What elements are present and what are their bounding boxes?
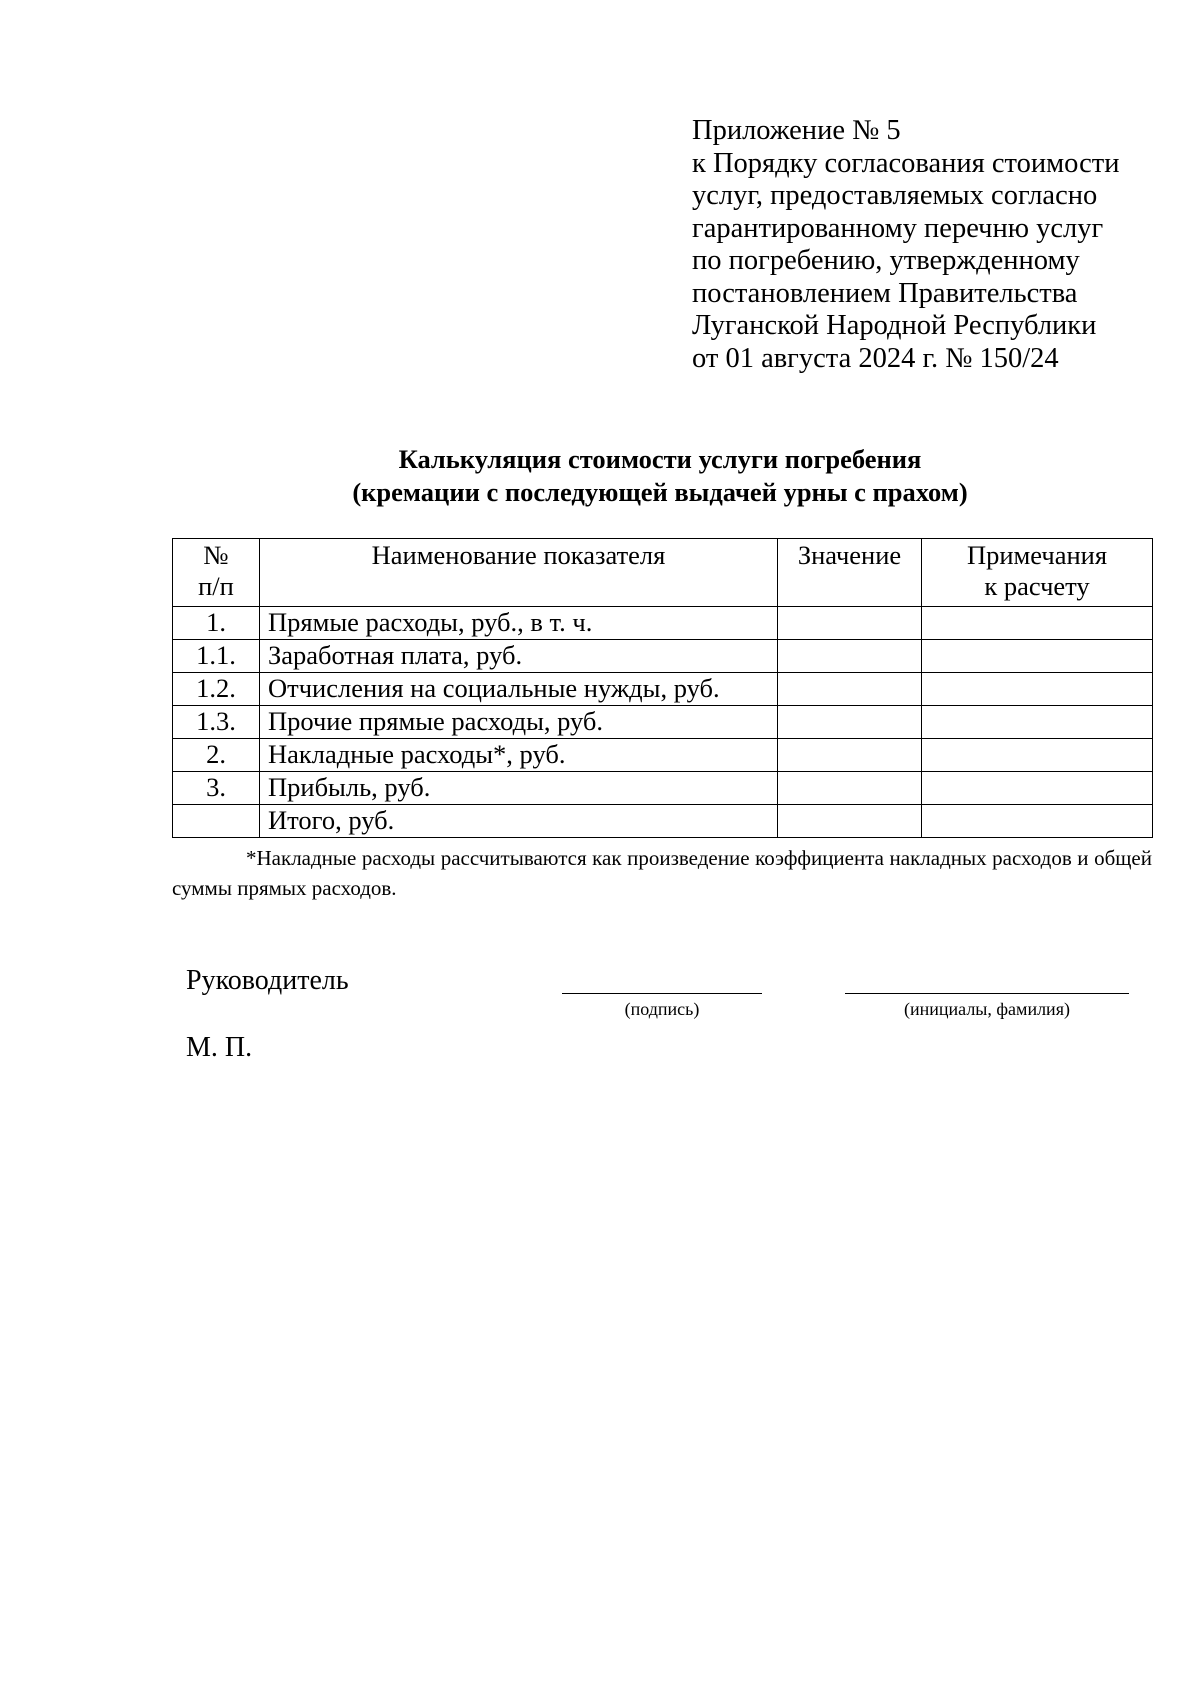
row-notes-cell xyxy=(922,739,1153,772)
title-line-1: Калькуляция стоимости услуги погребения xyxy=(398,444,922,474)
table-row xyxy=(173,772,1153,805)
signature-line xyxy=(562,993,762,994)
signatory-label: Руководитель xyxy=(186,965,349,996)
header-number xyxy=(173,539,260,607)
initials-line xyxy=(845,993,1129,994)
table-row xyxy=(173,739,1153,772)
row-value-cell xyxy=(778,805,922,838)
header-number-line-2: п/п xyxy=(198,571,234,601)
row-number: 1.1. xyxy=(173,640,260,673)
appendix-line: от 01 августа 2024 г. № 150/24 xyxy=(692,342,1059,374)
signature-caption: (подпись) xyxy=(624,999,700,1019)
stamp-placeholder: М. П. xyxy=(186,1032,253,1063)
row-indicator-name: Отчисления на социальные нужды, руб. xyxy=(260,673,778,706)
row-number: 1. xyxy=(173,607,260,640)
header-notes-line-2: к расчету xyxy=(984,571,1090,601)
appendix-line: услуг, предоставляемых согласно xyxy=(692,180,1098,211)
row-value-cell xyxy=(778,673,922,706)
header-notes xyxy=(922,539,1153,607)
row-number: 3. xyxy=(173,772,260,805)
row-indicator-name: Накладные расходы*, руб. xyxy=(260,739,778,772)
row-indicator-name: Прибыль, руб. xyxy=(260,772,778,805)
row-value-cell xyxy=(778,607,922,640)
row-indicator-name: Заработная плата, руб. xyxy=(260,640,778,673)
appendix-line: Луганской Народной Республики xyxy=(692,310,1097,341)
appendix-line: гарантированному перечню услуг xyxy=(692,212,1104,244)
table-row xyxy=(173,706,1153,739)
row-notes-cell xyxy=(922,607,1153,640)
row-notes-cell xyxy=(922,640,1153,673)
table-row-total xyxy=(173,805,1153,838)
table-row xyxy=(173,640,1153,673)
row-value-cell xyxy=(778,739,922,772)
overhead-footnote: *Накладные расходы рассчитываются как произведение коэффициента накладных расходов и общей суммы прямых расходов. xyxy=(172,846,1152,900)
header-number-line-1: № xyxy=(203,540,229,570)
row-value-cell xyxy=(778,772,922,805)
initials-caption: (инициалы, фамилия) xyxy=(904,999,1070,1019)
appendix-reference xyxy=(692,115,1162,375)
header-indicator-name: Наименование показателя xyxy=(260,539,778,607)
appendix-line: постановлением Правительства xyxy=(692,277,1078,309)
row-notes-cell xyxy=(922,673,1153,706)
table-row xyxy=(173,607,1153,640)
row-number xyxy=(173,805,260,838)
calculation-table xyxy=(172,538,1153,838)
row-notes-cell xyxy=(922,805,1153,838)
appendix-line: Приложение № 5 xyxy=(692,115,901,146)
table-row xyxy=(173,673,1153,706)
row-indicator-name: Прочие прямые расходы, руб. xyxy=(260,706,778,739)
row-number: 2. xyxy=(173,739,260,772)
row-number: 1.3. xyxy=(173,706,260,739)
row-number: 1.2. xyxy=(173,673,260,706)
table-header-row xyxy=(173,539,1153,607)
appendix-line: по погребению, утвержденному xyxy=(692,245,1080,276)
appendix-line: к Порядку согласования стоимости xyxy=(692,147,1120,179)
row-indicator-name: Прямые расходы, руб., в т. ч. xyxy=(260,607,778,640)
row-notes-cell xyxy=(922,706,1153,739)
title-line-2: (кремации с последующей выдачей урны с прахом) xyxy=(352,477,968,507)
header-notes-line-1: Примечания xyxy=(966,540,1108,570)
row-notes-cell xyxy=(922,772,1153,805)
row-indicator-name: Итого, руб. xyxy=(260,805,778,838)
row-value-cell xyxy=(778,706,922,739)
header-value: Значение xyxy=(778,539,922,607)
row-value-cell xyxy=(778,640,922,673)
document-title xyxy=(170,443,1150,509)
